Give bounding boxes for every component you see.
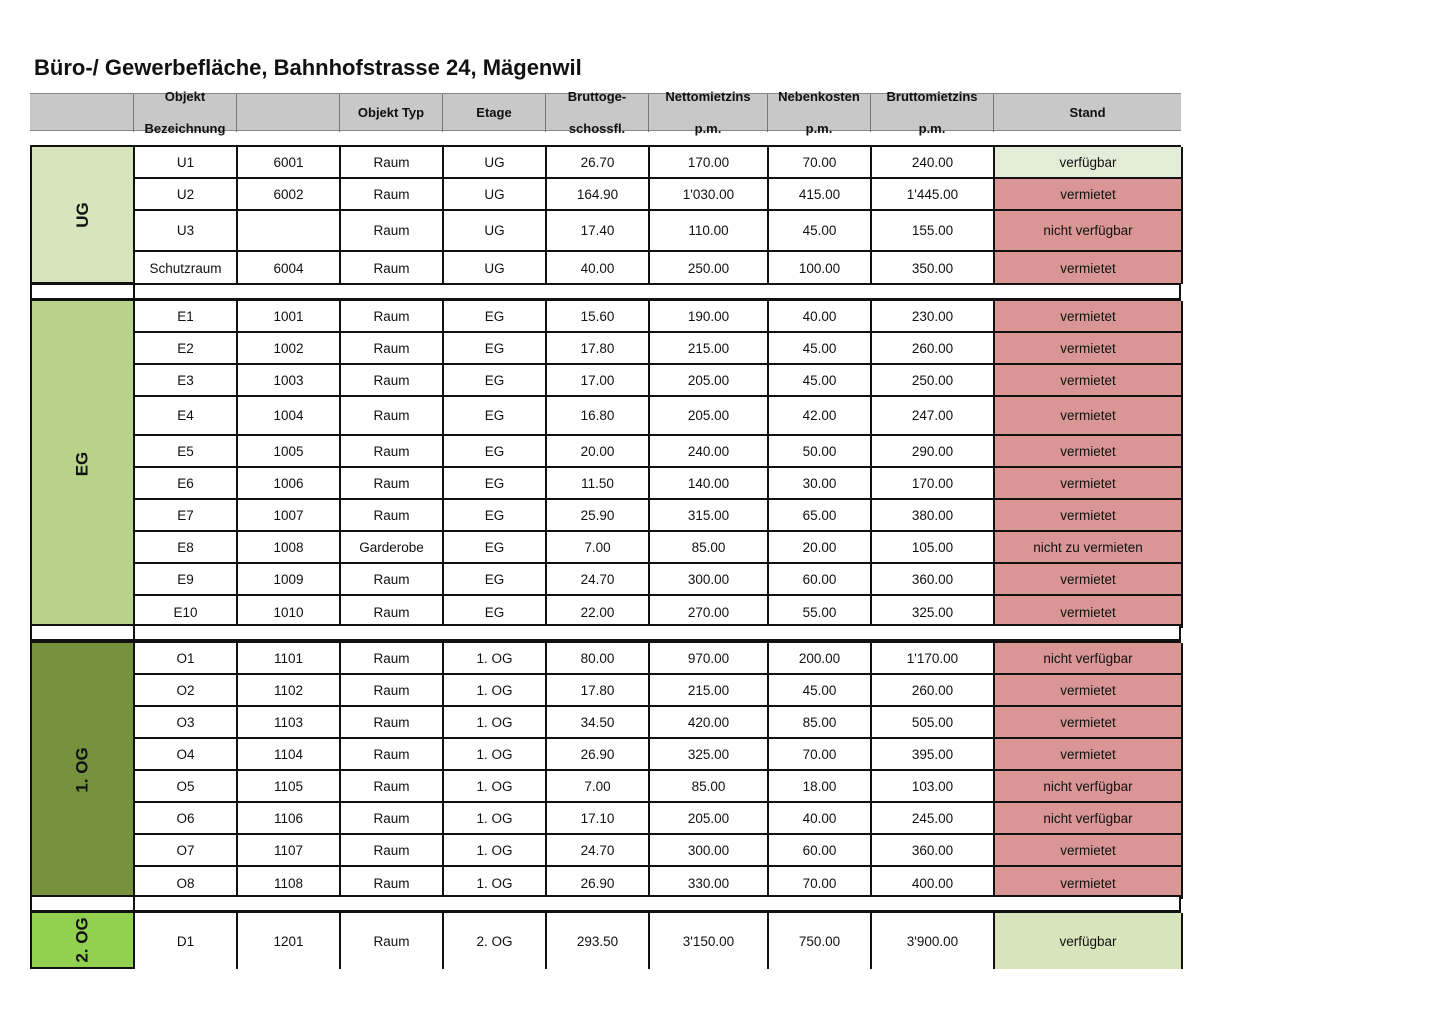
cell-stand: vermietet bbox=[995, 436, 1183, 468]
cell-stand: vermietet bbox=[995, 707, 1183, 739]
cell-bruttomietzins: 3'900.00 bbox=[872, 913, 995, 969]
page-title: Büro-/ Gewerbefläche, Bahnhofstrasse 24, Mägenwil bbox=[34, 55, 582, 80]
cell-nebenkosten: 30.00 bbox=[769, 468, 872, 500]
cell-flaeche: 80.00 bbox=[547, 643, 650, 675]
cell-bezeichnung: E7 bbox=[135, 500, 238, 532]
spacer-divider bbox=[133, 283, 135, 300]
cell-objekt-typ: Raum bbox=[341, 147, 444, 179]
cell-stand: vermietet bbox=[995, 596, 1183, 628]
cell-bezeichnung: U2 bbox=[135, 179, 238, 211]
cell-nettomietzins: 110.00 bbox=[650, 211, 769, 252]
cell-nummer: 1105 bbox=[238, 771, 341, 803]
cell-flaeche: 7.00 bbox=[547, 532, 650, 564]
header-stand bbox=[993, 94, 1181, 132]
cell-nummer: 1201 bbox=[238, 913, 341, 969]
cell-nummer: 1108 bbox=[238, 867, 341, 899]
cell-etage: 1. OG bbox=[444, 835, 547, 867]
header-nebenkosten bbox=[767, 89, 870, 136]
cell-bruttomietzins: 105.00 bbox=[872, 532, 995, 564]
cell-flaeche: 17.40 bbox=[547, 211, 650, 252]
cell-objekt-typ: Raum bbox=[341, 397, 444, 436]
cell-bezeichnung: E9 bbox=[135, 564, 238, 596]
header-floor bbox=[30, 94, 133, 132]
cell-nebenkosten: 45.00 bbox=[769, 211, 872, 252]
cell-nettomietzins: 205.00 bbox=[650, 365, 769, 397]
cell-objekt-typ: Raum bbox=[341, 739, 444, 771]
cell-bezeichnung: E1 bbox=[135, 301, 238, 333]
cell-nummer: 1001 bbox=[238, 301, 341, 333]
cell-nebenkosten: 45.00 bbox=[769, 675, 872, 707]
cell-etage: UG bbox=[444, 147, 547, 179]
cell-etage: 1. OG bbox=[444, 771, 547, 803]
cell-nettomietzins: 85.00 bbox=[650, 532, 769, 564]
cell-bruttomietzins: 240.00 bbox=[872, 147, 995, 179]
cell-nebenkosten: 40.00 bbox=[769, 803, 872, 835]
cell-stand: vermietet bbox=[995, 867, 1183, 899]
cell-etage: EG bbox=[444, 301, 547, 333]
cell-etage: EG bbox=[444, 333, 547, 365]
header-text: Bruttoge- bbox=[567, 89, 627, 104]
cell-nummer: 6004 bbox=[238, 252, 341, 284]
cell-nebenkosten: 40.00 bbox=[769, 301, 872, 333]
cell-etage: 1. OG bbox=[444, 739, 547, 771]
cell-bruttomietzins: 360.00 bbox=[872, 564, 995, 596]
cell-nebenkosten: 750.00 bbox=[769, 913, 872, 969]
cell-bezeichnung: D1 bbox=[135, 913, 238, 969]
cell-etage: EG bbox=[444, 564, 547, 596]
cell-flaeche: 293.50 bbox=[547, 913, 650, 969]
cell-bezeichnung: O4 bbox=[135, 739, 238, 771]
cell-stand: vermietet bbox=[995, 739, 1183, 771]
cell-stand: vermietet bbox=[995, 301, 1183, 333]
floor-label-text: 1. OG bbox=[72, 747, 92, 793]
cell-nebenkosten: 60.00 bbox=[769, 564, 872, 596]
cell-bezeichnung: O5 bbox=[135, 771, 238, 803]
spacer-row bbox=[30, 283, 1181, 300]
cell-etage: EG bbox=[444, 468, 547, 500]
cell-bezeichnung: E10 bbox=[135, 596, 238, 628]
cell-stand: nicht verfügbar bbox=[995, 803, 1183, 835]
table-header bbox=[30, 89, 1181, 136]
spacer-divider bbox=[133, 624, 135, 641]
cell-bruttomietzins: 360.00 bbox=[872, 835, 995, 867]
cell-etage: 2. OG bbox=[444, 913, 547, 969]
cell-nebenkosten: 20.00 bbox=[769, 532, 872, 564]
cell-objekt-typ: Raum bbox=[341, 468, 444, 500]
cell-nettomietzins: 215.00 bbox=[650, 675, 769, 707]
cell-stand: nicht zu vermieten bbox=[995, 532, 1183, 564]
floor-label-eg bbox=[30, 299, 135, 628]
cell-nebenkosten: 70.00 bbox=[769, 739, 872, 771]
cell-nummer: 1004 bbox=[238, 397, 341, 436]
cell-nettomietzins: 1'030.00 bbox=[650, 179, 769, 211]
cell-nummer: 1106 bbox=[238, 803, 341, 835]
floor-label-2og bbox=[30, 911, 135, 969]
cell-etage: EG bbox=[444, 436, 547, 468]
cell-bruttomietzins: 260.00 bbox=[872, 675, 995, 707]
cell-bezeichnung: E2 bbox=[135, 333, 238, 365]
cell-bruttomietzins: 250.00 bbox=[872, 365, 995, 397]
cell-bezeichnung: O1 bbox=[135, 643, 238, 675]
cell-nettomietzins: 270.00 bbox=[650, 596, 769, 628]
cell-nummer: 1104 bbox=[238, 739, 341, 771]
cell-objekt-typ: Raum bbox=[341, 803, 444, 835]
cell-nettomietzins: 315.00 bbox=[650, 500, 769, 532]
cell-etage: 1. OG bbox=[444, 643, 547, 675]
cell-objekt-typ: Raum bbox=[341, 867, 444, 899]
cell-nummer: 6001 bbox=[238, 147, 341, 179]
floor-label-text: EG bbox=[72, 451, 92, 476]
cell-nummer bbox=[238, 211, 341, 252]
cell-stand: verfügbar bbox=[995, 913, 1183, 969]
cell-objekt-typ: Raum bbox=[341, 211, 444, 252]
cell-nettomietzins: 205.00 bbox=[650, 803, 769, 835]
cell-nummer: 1002 bbox=[238, 333, 341, 365]
cell-bruttomietzins: 325.00 bbox=[872, 596, 995, 628]
cell-nettomietzins: 240.00 bbox=[650, 436, 769, 468]
cell-stand: vermietet bbox=[995, 365, 1183, 397]
cell-stand: nicht verfügbar bbox=[995, 211, 1183, 252]
cell-objekt-typ: Raum bbox=[341, 675, 444, 707]
cell-bruttomietzins: 170.00 bbox=[872, 468, 995, 500]
cell-nummer: 1007 bbox=[238, 500, 341, 532]
header-etage bbox=[442, 94, 545, 132]
cell-nummer: 1107 bbox=[238, 835, 341, 867]
header-text: p.m. bbox=[805, 121, 833, 136]
cell-nettomietzins: 325.00 bbox=[650, 739, 769, 771]
cell-objekt-typ: Raum bbox=[341, 179, 444, 211]
header-text: Objekt bbox=[164, 89, 206, 104]
cell-nebenkosten: 42.00 bbox=[769, 397, 872, 436]
spacer-row bbox=[30, 624, 1181, 641]
header-bruttogeschossflaeche bbox=[545, 89, 648, 136]
cell-nettomietzins: 140.00 bbox=[650, 468, 769, 500]
cell-bruttomietzins: 290.00 bbox=[872, 436, 995, 468]
cell-etage: EG bbox=[444, 596, 547, 628]
cell-flaeche: 40.00 bbox=[547, 252, 650, 284]
header-bruttomietzins bbox=[870, 89, 993, 136]
cell-nummer: 6002 bbox=[238, 179, 341, 211]
cell-bruttomietzins: 260.00 bbox=[872, 333, 995, 365]
cell-objekt-typ: Raum bbox=[341, 643, 444, 675]
cell-nebenkosten: 55.00 bbox=[769, 596, 872, 628]
cell-nummer: 1009 bbox=[238, 564, 341, 596]
cell-flaeche: 26.90 bbox=[547, 739, 650, 771]
cell-objekt-typ: Raum bbox=[341, 436, 444, 468]
cell-objekt-typ: Raum bbox=[341, 301, 444, 333]
cell-flaeche: 164.90 bbox=[547, 179, 650, 211]
header-text: Objekt Typ bbox=[357, 105, 425, 120]
cell-flaeche: 24.70 bbox=[547, 835, 650, 867]
cell-flaeche: 34.50 bbox=[547, 707, 650, 739]
cell-etage: 1. OG bbox=[444, 675, 547, 707]
floor-label-ug bbox=[30, 145, 135, 284]
cell-etage: 1. OG bbox=[444, 707, 547, 739]
cell-nettomietzins: 330.00 bbox=[650, 867, 769, 899]
cell-nummer: 1006 bbox=[238, 468, 341, 500]
cell-bezeichnung: U3 bbox=[135, 211, 238, 252]
header-text: Bezeichnung bbox=[144, 121, 226, 136]
cell-bruttomietzins: 230.00 bbox=[872, 301, 995, 333]
cell-bezeichnung: E6 bbox=[135, 468, 238, 500]
cell-nummer: 1103 bbox=[238, 707, 341, 739]
cell-bezeichnung: O7 bbox=[135, 835, 238, 867]
header-text: schossfl. bbox=[568, 121, 626, 136]
cell-bezeichnung: E8 bbox=[135, 532, 238, 564]
cell-stand: nicht verfügbar bbox=[995, 643, 1183, 675]
cell-bruttomietzins: 103.00 bbox=[872, 771, 995, 803]
cell-nettomietzins: 300.00 bbox=[650, 564, 769, 596]
cell-flaeche: 25.90 bbox=[547, 500, 650, 532]
cell-nummer: 1101 bbox=[238, 643, 341, 675]
cell-nebenkosten: 200.00 bbox=[769, 643, 872, 675]
cell-bruttomietzins: 395.00 bbox=[872, 739, 995, 771]
cell-nettomietzins: 420.00 bbox=[650, 707, 769, 739]
rental-table bbox=[30, 89, 1181, 970]
cell-objekt-typ: Raum bbox=[341, 365, 444, 397]
cell-bruttomietzins: 350.00 bbox=[872, 252, 995, 284]
cell-flaeche: 17.80 bbox=[547, 333, 650, 365]
cell-bruttomietzins: 247.00 bbox=[872, 397, 995, 436]
cell-nettomietzins: 170.00 bbox=[650, 147, 769, 179]
cell-etage: 1. OG bbox=[444, 867, 547, 899]
header-text: p.m. bbox=[694, 121, 722, 136]
cell-etage: UG bbox=[444, 252, 547, 284]
header-text: Stand bbox=[1069, 105, 1106, 120]
cell-objekt-typ: Raum bbox=[341, 771, 444, 803]
cell-nettomietzins: 85.00 bbox=[650, 771, 769, 803]
cell-flaeche: 22.00 bbox=[547, 596, 650, 628]
cell-nettomietzins: 205.00 bbox=[650, 397, 769, 436]
header-text: Etage bbox=[476, 105, 512, 120]
cell-nettomietzins: 970.00 bbox=[650, 643, 769, 675]
header-objekt-bezeichnung bbox=[133, 89, 236, 136]
cell-nebenkosten: 50.00 bbox=[769, 436, 872, 468]
cell-flaeche: 20.00 bbox=[547, 436, 650, 468]
spacer-row bbox=[30, 895, 1181, 912]
cell-nettomietzins: 3'150.00 bbox=[650, 913, 769, 969]
cell-nebenkosten: 70.00 bbox=[769, 867, 872, 899]
cell-bezeichnung: O8 bbox=[135, 867, 238, 899]
cell-etage: EG bbox=[444, 397, 547, 436]
cell-stand: vermietet bbox=[995, 397, 1183, 436]
cell-stand: verfügbar bbox=[995, 147, 1183, 179]
cell-nummer: 1003 bbox=[238, 365, 341, 397]
cell-etage: UG bbox=[444, 211, 547, 252]
cell-nebenkosten: 415.00 bbox=[769, 179, 872, 211]
cell-etage: UG bbox=[444, 179, 547, 211]
cell-stand: vermietet bbox=[995, 468, 1183, 500]
cell-bruttomietzins: 400.00 bbox=[872, 867, 995, 899]
floor-label-1og bbox=[30, 641, 135, 899]
cell-flaeche: 16.80 bbox=[547, 397, 650, 436]
cell-flaeche: 26.70 bbox=[547, 147, 650, 179]
floor-label-text: UG bbox=[72, 201, 92, 228]
cell-nebenkosten: 100.00 bbox=[769, 252, 872, 284]
header-text: Nebenkosten bbox=[778, 89, 860, 104]
cell-flaeche: 17.80 bbox=[547, 675, 650, 707]
cell-bezeichnung: E3 bbox=[135, 365, 238, 397]
cell-bezeichnung: U1 bbox=[135, 147, 238, 179]
header-text: Nettomietzins bbox=[665, 89, 751, 104]
cell-nebenkosten: 45.00 bbox=[769, 333, 872, 365]
cell-flaeche: 17.00 bbox=[547, 365, 650, 397]
cell-bezeichnung: O6 bbox=[135, 803, 238, 835]
cell-flaeche: 26.90 bbox=[547, 867, 650, 899]
cell-bruttomietzins: 155.00 bbox=[872, 211, 995, 252]
cell-bruttomietzins: 380.00 bbox=[872, 500, 995, 532]
cell-nebenkosten: 18.00 bbox=[769, 771, 872, 803]
cell-nummer: 1102 bbox=[238, 675, 341, 707]
cell-stand: vermietet bbox=[995, 252, 1183, 284]
cell-etage: EG bbox=[444, 365, 547, 397]
cell-bezeichnung: Schutzraum bbox=[135, 252, 238, 284]
cell-nettomietzins: 250.00 bbox=[650, 252, 769, 284]
cell-bruttomietzins: 245.00 bbox=[872, 803, 995, 835]
cell-nebenkosten: 70.00 bbox=[769, 147, 872, 179]
cell-etage: 1. OG bbox=[444, 803, 547, 835]
floor-label-text: 2. OG bbox=[72, 917, 92, 963]
cell-stand: nicht verfügbar bbox=[995, 771, 1183, 803]
cell-nebenkosten: 85.00 bbox=[769, 707, 872, 739]
cell-bruttomietzins: 1'445.00 bbox=[872, 179, 995, 211]
cell-nummer: 1008 bbox=[238, 532, 341, 564]
cell-objekt-typ: Raum bbox=[341, 333, 444, 365]
cell-objekt-typ: Raum bbox=[341, 500, 444, 532]
spacer-divider bbox=[133, 895, 135, 912]
cell-etage: EG bbox=[444, 532, 547, 564]
header-text: p.m. bbox=[918, 121, 946, 136]
cell-nummer: 1005 bbox=[238, 436, 341, 468]
cell-nebenkosten: 60.00 bbox=[769, 835, 872, 867]
cell-bezeichnung: E5 bbox=[135, 436, 238, 468]
cell-flaeche: 15.60 bbox=[547, 301, 650, 333]
cell-stand: vermietet bbox=[995, 500, 1183, 532]
cell-objekt-typ: Raum bbox=[341, 596, 444, 628]
cell-stand: vermietet bbox=[995, 179, 1183, 211]
cell-objekt-typ: Raum bbox=[341, 564, 444, 596]
cell-bezeichnung: O3 bbox=[135, 707, 238, 739]
header-nettomietzins bbox=[648, 89, 767, 136]
cell-stand: vermietet bbox=[995, 564, 1183, 596]
cell-nettomietzins: 190.00 bbox=[650, 301, 769, 333]
cell-bezeichnung: O2 bbox=[135, 675, 238, 707]
cell-flaeche: 24.70 bbox=[547, 564, 650, 596]
cell-objekt-typ: Raum bbox=[341, 835, 444, 867]
cell-objekt-typ: Raum bbox=[341, 252, 444, 284]
cell-bruttomietzins: 1'170.00 bbox=[872, 643, 995, 675]
cell-stand: vermietet bbox=[995, 675, 1183, 707]
header-nummer bbox=[236, 94, 339, 132]
cell-objekt-typ: Raum bbox=[341, 707, 444, 739]
cell-nummer: 1010 bbox=[238, 596, 341, 628]
cell-flaeche: 11.50 bbox=[547, 468, 650, 500]
cell-bezeichnung: E4 bbox=[135, 397, 238, 436]
header-text: Bruttomietzins bbox=[886, 89, 978, 104]
cell-nebenkosten: 45.00 bbox=[769, 365, 872, 397]
cell-objekt-typ: Raum bbox=[341, 913, 444, 969]
header-objekt-typ bbox=[339, 94, 442, 132]
cell-nettomietzins: 300.00 bbox=[650, 835, 769, 867]
cell-etage: EG bbox=[444, 500, 547, 532]
cell-flaeche: 17.10 bbox=[547, 803, 650, 835]
cell-stand: vermietet bbox=[995, 333, 1183, 365]
cell-objekt-typ: Garderobe bbox=[341, 532, 444, 564]
cell-nettomietzins: 215.00 bbox=[650, 333, 769, 365]
cell-stand: vermietet bbox=[995, 835, 1183, 867]
cell-bruttomietzins: 505.00 bbox=[872, 707, 995, 739]
cell-nebenkosten: 65.00 bbox=[769, 500, 872, 532]
cell-flaeche: 7.00 bbox=[547, 771, 650, 803]
